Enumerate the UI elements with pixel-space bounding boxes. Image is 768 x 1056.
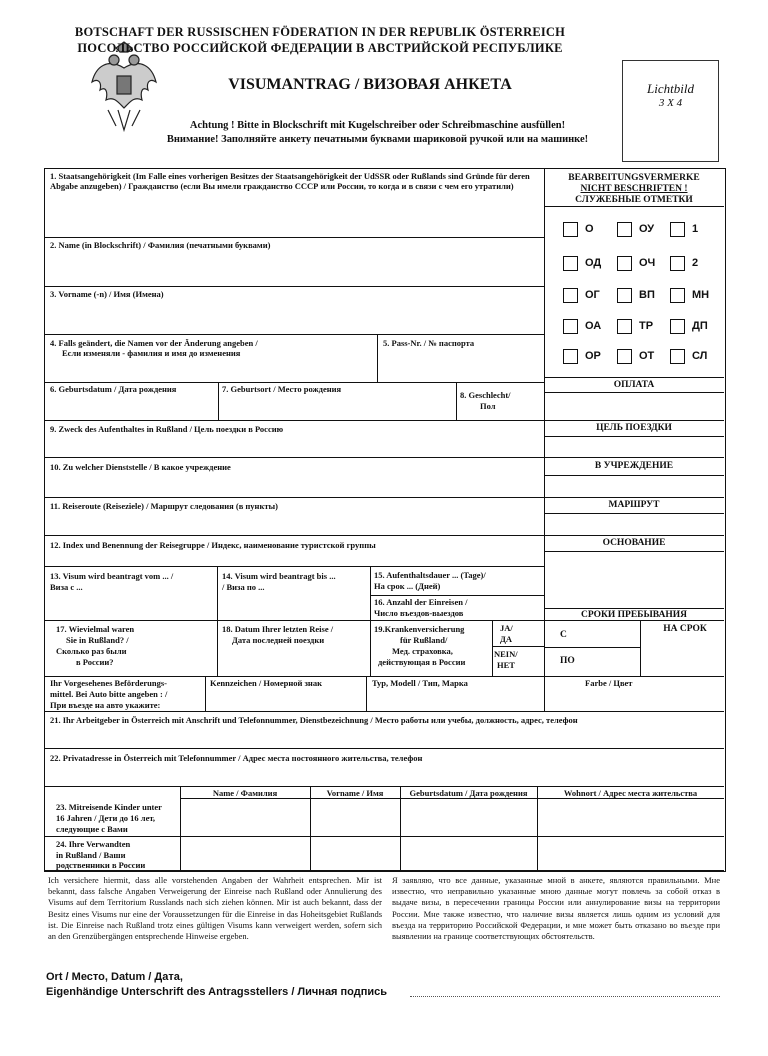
instruction-de: Achtung ! Bitte in Blockschrift mit Kugelschreiber oder Schreibmaschine ausfüllen! — [189, 120, 566, 131]
header-line-ru: ПОСОЛЬСТВО РОССИЙСКОЙ ФЕДЕРАЦИИ В АВСТРИЙСКОЙ РЕСПУБЛИКЕ — [77, 41, 563, 55]
field-3-firstname: 3. Vorname (-n) / Имя (Имена) — [50, 289, 164, 299]
footer-signature-label: Eigenhändige Unterschrift des Antragsstellers / Личная подпись — [46, 986, 388, 998]
field-14-visa-until-ru: / Виза по ... — [222, 582, 265, 592]
official-code-label: 1 — [692, 223, 699, 235]
field-19-insurance: 19.Krankenversicherung — [374, 624, 465, 634]
column-residence: Wohnort / Адрес места жительства — [563, 788, 698, 798]
field-4-previous-names-ru: Если изменяли - фамилия и имя до изменения — [62, 348, 241, 358]
field-23-children-ru: следующие с Вами — [56, 824, 128, 834]
field-20-transport: Ihr Vorgesehenes Beförderungs- — [50, 678, 167, 688]
field-22-address: 22. Privatadresse in Österreich mit Telefonnummer / Адрес места постоянного жительства, телефон — [50, 753, 423, 763]
official-code-checkbox — [670, 256, 685, 271]
official-to: ПО — [560, 656, 575, 666]
official-code-label: 2 — [692, 257, 699, 269]
official-code-label: ОГ — [585, 289, 600, 301]
official-code-label: ОД — [585, 257, 602, 269]
official-code-checkbox — [563, 256, 578, 271]
official-code-checkbox — [617, 319, 632, 334]
field-19-insurance-ru-2: действующая в России — [378, 657, 466, 667]
form-frame — [44, 168, 726, 872]
field-16-entries-ru: Число въездов-выездов — [374, 608, 464, 618]
official-code-label: ОР — [585, 350, 601, 362]
official-basis: ОСНОВАНИЕ — [602, 538, 666, 548]
signature-line[interactable] — [410, 996, 720, 997]
field-6-birthdate: 6. Geburtsdatum / Дата рождения — [50, 384, 177, 394]
column-firstname: Vorname / Имя — [326, 788, 384, 798]
header-line-de: BOTSCHAFT DER RUSSISCHEN FÖDERATION IN DER REPUBLIK ÖSTERREICH — [74, 25, 566, 39]
field-14-visa-until: 14. Visum wird beantragt bis ... — [222, 571, 336, 581]
official-code-label: ТР — [639, 320, 654, 332]
field-2-surname: 2. Name (in Blockschrift) / Фамилия (печатными буквами) — [50, 240, 271, 250]
field-5-passport: 5. Pass-Nr. / № паспорта — [383, 338, 475, 348]
official-code-checkbox — [670, 222, 685, 237]
field-1-nationality: 1. Staatsangehörigkeit (Im Falle eines vorherigen Besitzes der Staatsangehörigkeit der UdSSR oder Rußlands sind Gründe für deren Abgabe anzugeben) / Гражданство (если Вы имели гражданство СССР или России, то когда и в связи с чем его утратили) — [50, 171, 530, 191]
official-code-checkbox — [670, 319, 685, 334]
official-route: МАРШРУТ — [608, 500, 660, 510]
field-9-purpose: 9. Zweck des Aufenthaltes in Rußland / Цель поездки в Россию — [50, 424, 284, 434]
declaration-de: Ich versichere hiermit, dass alle vorstehenden Angaben der Wahrheit entsprechen. Mir ist bekannt, dass falsche Angaben Verweigerung der Einreise nach Rußland oder Annulierung des Visums auf dem Territorium Russlands nach sich ziehen können. Mir ist auch bekannt, dass der Besitz eines Visums nur eine der Voraussetzungen für die Einreise in das Hoheitsgebiet Rußlands ist. Die Einreise nach Rußland trotz eines gültigen Visums kann verweigert werden, sofern sich an den Grenzübergängen entsprechende Hinweise ergeben. — [48, 875, 382, 942]
official-heading-warning: NICHT BESCHRIFTEN ! — [580, 184, 688, 194]
field-19-insurance-ru: Мед. страховка, — [392, 646, 453, 656]
official-code-checkbox — [617, 222, 632, 237]
field-18-last-trip: 18. Datum Ihrer letzten Reise / — [222, 624, 334, 634]
field-19-yes[interactable]: JA/ — [500, 623, 513, 633]
official-code-label: ВП — [639, 289, 655, 301]
field-20-color: Farbe / Цвет — [585, 678, 633, 688]
field-15-duration-ru: На срок ... (Дней) — [374, 581, 441, 591]
official-duration: НА СРОК — [663, 624, 707, 634]
field-15-duration: 15. Aufenthaltsdauer ... (Tage)/ — [374, 570, 486, 580]
field-4-previous-names: 4. Falls geändert, die Namen vor der Änderung angeben / — [50, 338, 258, 348]
official-code-checkbox — [670, 349, 685, 364]
field-17-visits-ru: Сколько раз были — [56, 646, 127, 656]
field-20-plate: Kennzeichen / Номерной знак — [210, 678, 322, 688]
field-7-birthplace: 7. Geburtsort / Место рождения — [222, 384, 342, 394]
official-code-checkbox — [563, 349, 578, 364]
official-oplata: ОПЛАТА — [613, 380, 655, 390]
official-heading-ru: СЛУЖЕБНЫЕ ОТМЕТКИ — [575, 195, 693, 205]
field-20-transport-ru: При въезде на авто укажите: — [50, 700, 161, 710]
field-17-visits-2: Sie in Rußland? / — [66, 635, 129, 645]
official-stay-period: СРОКИ ПРЕБЫВАНИЯ — [580, 610, 688, 620]
column-birthdate: Geburtsdatum / Дата рождения — [409, 788, 528, 798]
declaration-ru: Я заявляю, что все данные, указанные мной в анкете, являются правильными. Мне известно, что неправильно указанные мною данные могут повлечь за собой отказ в выдаче визы, в пересечении границы России или аннулирование визы на территории России. Мне также известно, что наличие визы является лишь одним из условий для въезда на территорию Российской Федерации, и мне может быть отказано во въезде при выявлении на границе соответствующих обстоятельств. — [392, 875, 720, 942]
official-code-checkbox — [563, 222, 578, 237]
field-19-no-ru[interactable]: НЕТ — [497, 660, 515, 670]
field-23-children: 23. Mitreisende Kinder unter — [56, 802, 162, 812]
official-code-label: ДП — [692, 320, 708, 332]
field-18-last-trip-ru: Дата последней поездки — [232, 635, 325, 645]
field-24-relatives-ru: родственники в России — [56, 860, 146, 870]
official-code-checkbox — [563, 288, 578, 303]
official-code-checkbox — [617, 288, 632, 303]
field-11-route: 11. Reiseroute (Reiseziele) / Маршрут следования (в пункты) — [50, 501, 278, 511]
field-8-gender-ru: Пол — [480, 401, 496, 411]
field-19-yes-ru[interactable]: ДА — [500, 634, 512, 644]
official-code-label: ОА — [585, 320, 602, 332]
official-code-label: МН — [692, 289, 710, 301]
column-name: Name / Фамилия — [212, 788, 278, 798]
field-16-entries: 16. Anzahl der Einreisen / — [374, 597, 468, 607]
instruction-ru: Внимание! Заполняйте анкету печатными буквами шариковой ручкой или на машинке! — [166, 134, 589, 145]
field-12-group: 12. Index und Benennung der Reisegruppe / Индекс, наименование туристской группы — [50, 540, 376, 550]
official-code-checkbox — [617, 349, 632, 364]
official-institution: В УЧРЕЖДЕНИЕ — [594, 461, 674, 471]
field-8-gender: 8. Geschlecht/ — [460, 390, 511, 400]
field-20-transport-2: mittel. Bei Auto bitte angeben : / — [50, 689, 168, 699]
official-code-checkbox — [670, 288, 685, 303]
official-code-checkbox — [617, 256, 632, 271]
field-23-children-2: 16 Jahren / Дети до 16 лет, — [56, 813, 156, 823]
photo-box — [622, 60, 719, 162]
official-code-label: СЛ — [692, 350, 708, 362]
field-17-visits-ru-2: в России? — [76, 657, 114, 667]
official-code-label: О — [585, 223, 594, 235]
field-19-no[interactable]: NEIN/ — [494, 649, 518, 659]
footer-place-date: Ort / Место, Datum / Дата, — [46, 971, 183, 983]
official-code-label: ОТ — [639, 350, 655, 362]
official-code-label: ОЧ — [639, 257, 656, 269]
field-13-visa-from-ru: Виза с ... — [50, 582, 83, 592]
photo-size: 3 X 4 — [658, 97, 683, 109]
field-24-relatives-2: in Rußland / Ваши — [56, 850, 126, 860]
field-13-visa-from: 13. Visum wird beantragt vom ... / — [50, 571, 174, 581]
field-10-institution: 10. Zu welcher Dienststelle / В какое учреждение — [50, 462, 231, 472]
official-purpose: ЦЕЛЬ ПОЕЗДКИ — [596, 423, 672, 433]
form-title: VISUMANTRAG / ВИЗОВАЯ АНКЕТА — [228, 76, 512, 93]
field-21-employer: 21. Ihr Arbeitgeber in Österreich mit Anschrift und Telefonnummer, Dienstbezeichnung / Место работы или учебы, должность, адрес, телефон — [50, 715, 578, 725]
field-17-visits: 17. Wievielmal waren — [56, 624, 135, 634]
official-code-checkbox — [563, 319, 578, 334]
field-20-model: Typ, Modell / Тип, Марка — [372, 678, 468, 688]
field-24-relatives: 24. Ihre Verwandten — [56, 839, 131, 849]
field-19-insurance-2: für Rußland/ — [400, 635, 448, 645]
official-code-label: ОУ — [639, 223, 655, 235]
photo-label: Lichtbild — [647, 81, 694, 96]
official-from: С — [560, 630, 567, 640]
official-heading-de: BEARBEITUNGSVERMERKE — [568, 173, 700, 183]
